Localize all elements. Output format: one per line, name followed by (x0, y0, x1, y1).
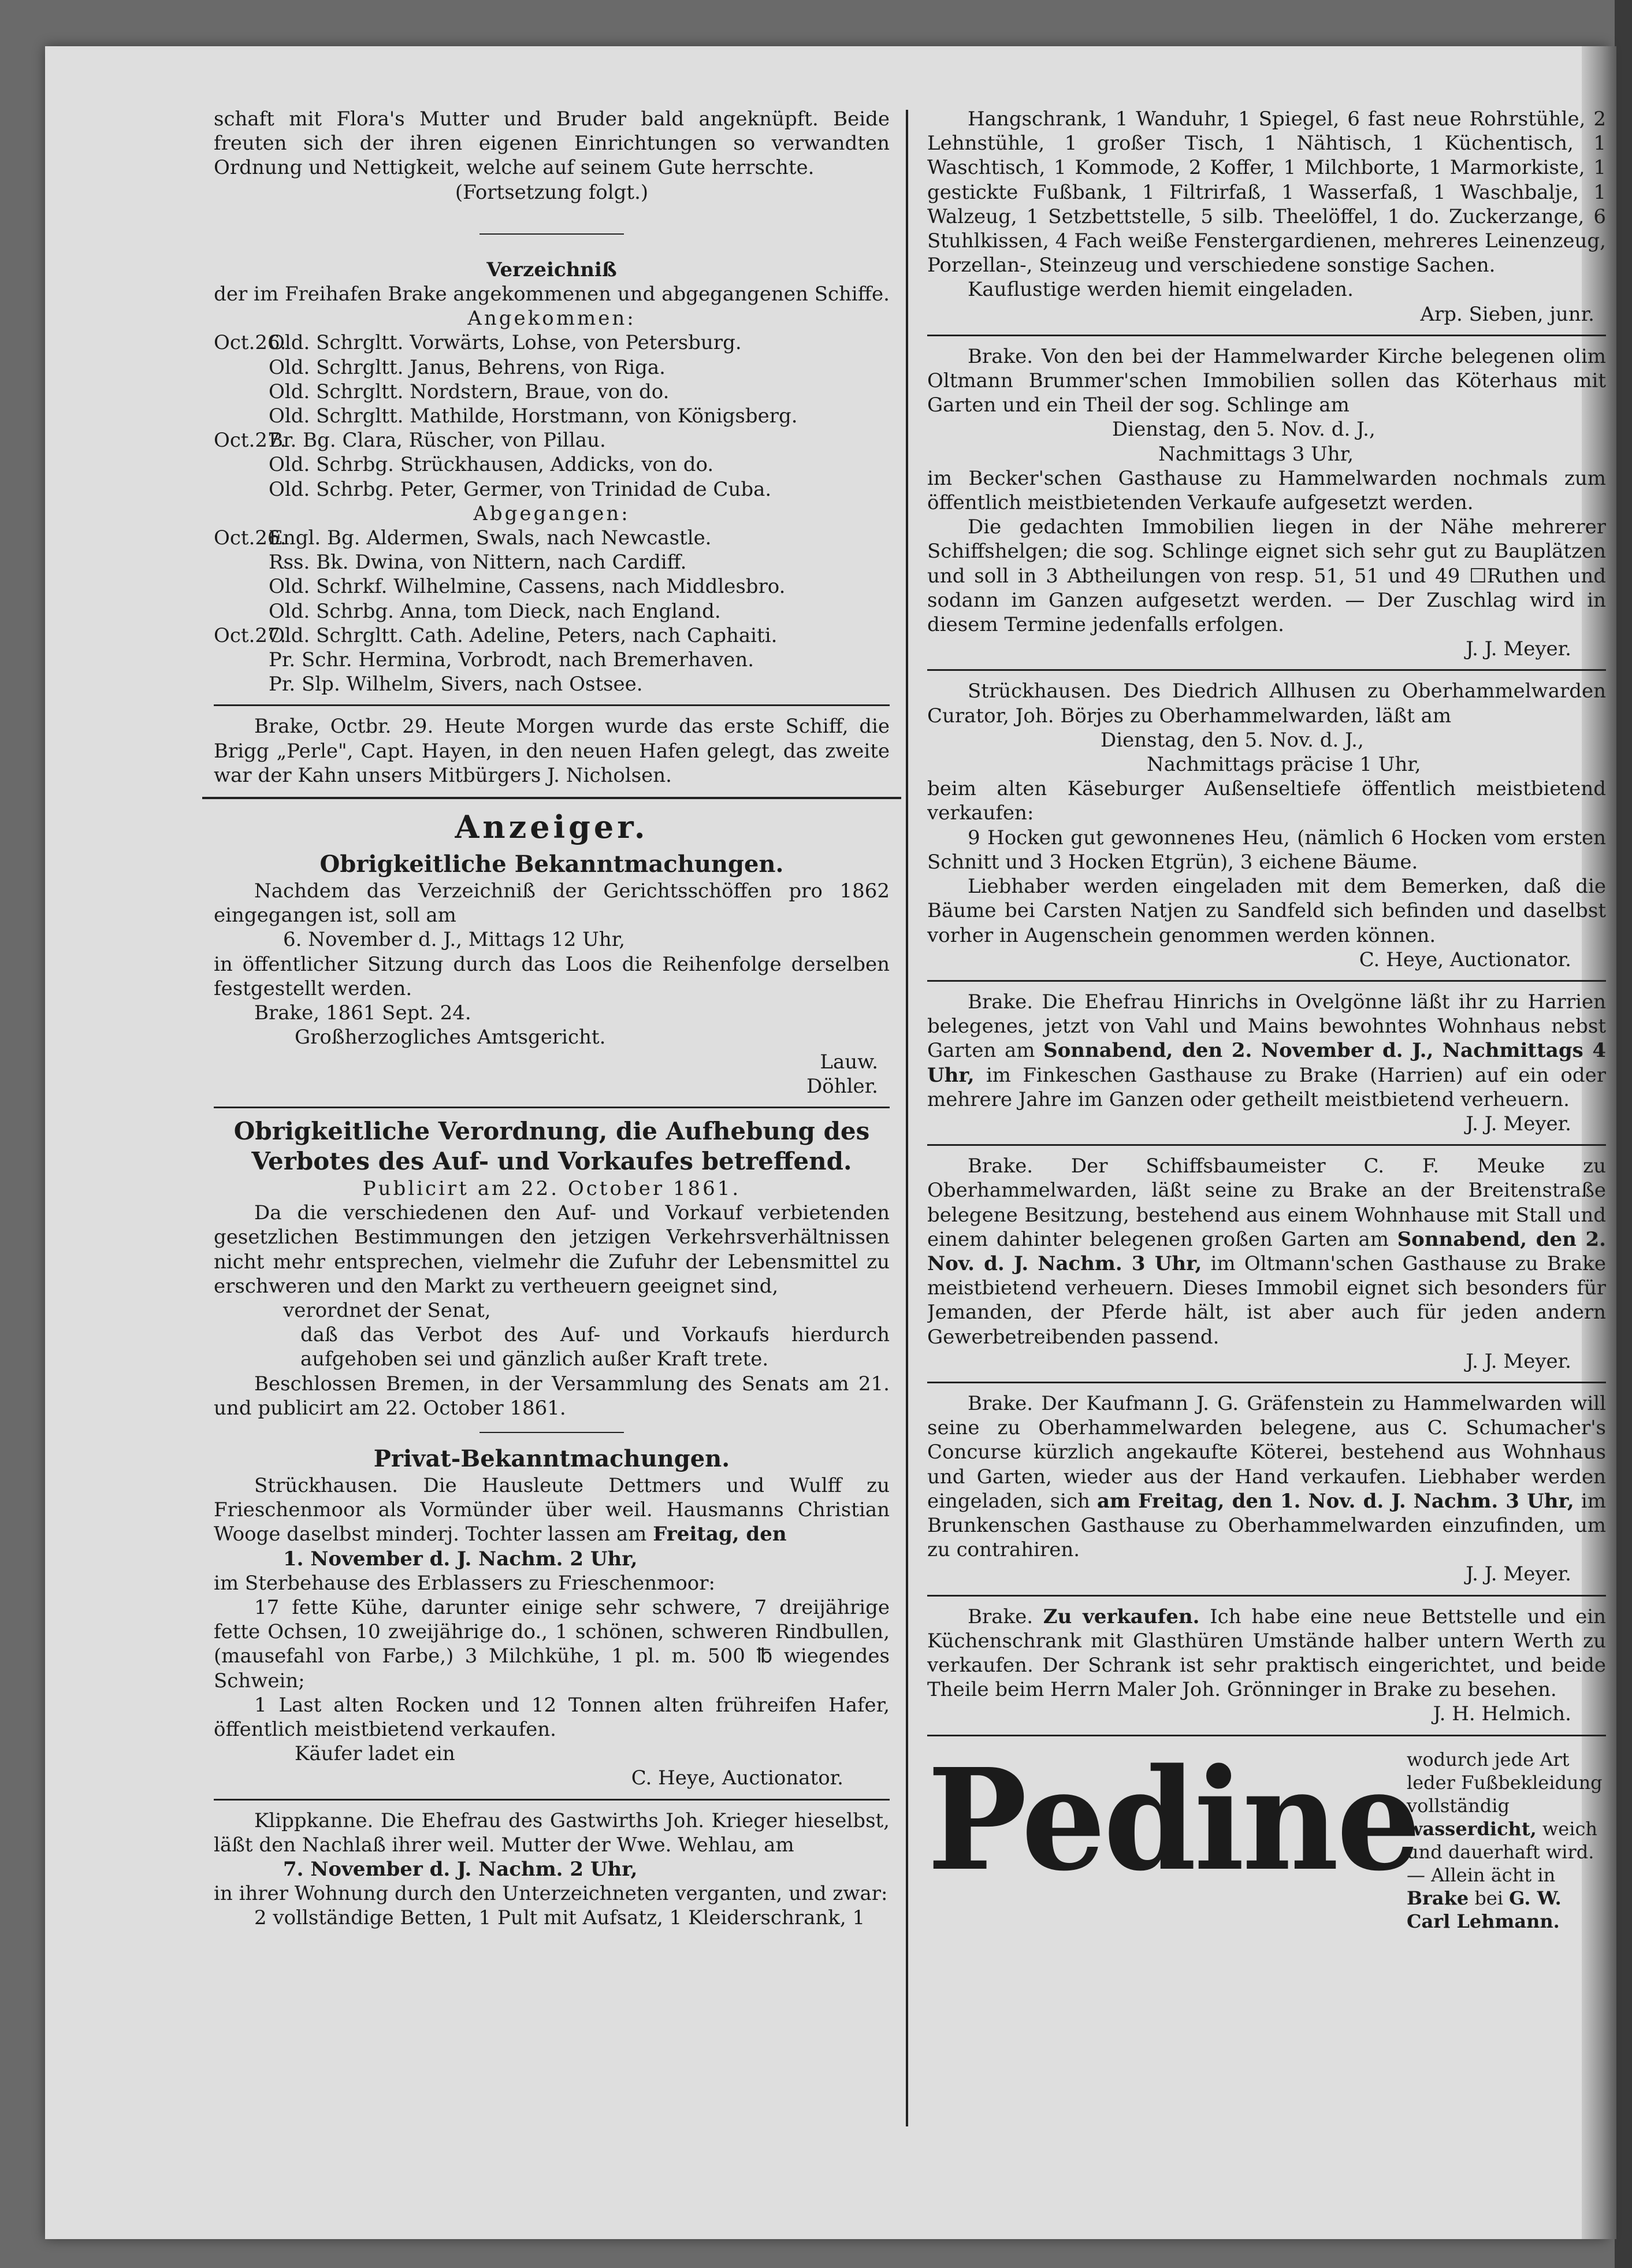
ordinance-text: Da die verschiedenen den Auf- und Vorkauf verbietenden gesetzlichen Bestimmungen den jetzigen Verkehrsverhältnissen nicht mehr entsprechen, vielmehr die Zufuhr der Lebensmittel zu erschweren und den Markt zu vertheuern geeignet sind, (214, 1201, 890, 1298)
auction-text: Brake. Von den bei der Hammelwarder Kirche belegenen olim Oltmann Brummer'schen Immobilien sollen das Köterhaus mit Garten und ein Theil der sog. Schlinge am (927, 344, 1606, 417)
auction-text: Strückhausen. Des Diedrich Allhusen zu Oberhammelwarden Curator, Joh. Börjes zu Oberhammelwarden, läßt am (927, 680, 1606, 727)
pedine-logo: Pedine (927, 1738, 1419, 1902)
auction-date: 7. November d. J. Nachm. 2 Uhr, (283, 1857, 638, 1881)
separator (479, 1432, 624, 1433)
notice-place-date: Brake, 1861 Sept. 24. (254, 1001, 471, 1025)
departures-heading: Abgegangen: (473, 502, 630, 525)
list-item: Old. Schrgltt. Nordstern, Braue, von do. (269, 380, 670, 403)
separator (927, 980, 1606, 982)
binding-spine (1615, 0, 1632, 2268)
separator (927, 669, 1606, 671)
auction-date: Dienstag, den 5. Nov. d. J., (1101, 728, 1364, 752)
separator (927, 1144, 1606, 1146)
list-item: Old. Schrkf. Wilhelmine, Cassens, nach Middlesbro. (269, 575, 786, 599)
section-rule (202, 797, 901, 799)
list-item: Old. Schrgltt. Mathilde, Horstmann, von Königsberg. (269, 404, 798, 428)
arrivals-list (214, 331, 890, 501)
left-column (214, 107, 890, 1931)
auction-items: 17 fette Kühe, darunter einige sehr schwere, 7 dreijährige fette Ochsen, 10 zweijährige do., 1 schönen, schweren Rindbullen, (mausefahl von Farbe,) 3 Milchkühe, 1 pl. m. 500 ℔ wiegendes Schwein; (214, 1595, 890, 1692)
auction-text: Klippkanne. Die Ehefrau des Gastwirths Joh. Krieger hieselbst, läßt den Nachlaß ihrer weil. Mutter der Wwe. Wehlau, am (214, 1809, 890, 1857)
auction-items: 1 Last alten Rocken und 12 Tonnen alten frühreifen Hafer, öffentlich meistbietend verkaufen. (214, 1693, 890, 1741)
list-item: Oct.27.Br. Bg. Clara, Rüscher, von Pillau. (214, 429, 606, 452)
auction-text: in ihrer Wohnung durch den Unterzeichneten verganten, und zwar: (214, 1882, 888, 1906)
ordinance-text: verordnet der Senat, (283, 1298, 491, 1322)
auction-date: Dienstag, den 5. Nov. d. J., (1112, 418, 1376, 441)
auction-items: 9 Hocken gut gewonnenes Heu, (nämlich 6 Hocken vom ersten Schnitt und 3 Hocken Etgrün), 3 eichene Bäume. (927, 826, 1606, 874)
notice-signature: Döhler. (806, 1074, 878, 1098)
shipping-list-subtitle: der im Freihafen Brake angekommenen und abgegangenen Schiffe. (214, 283, 890, 306)
auction-text: Käufer ladet ein (295, 1742, 455, 1766)
separator (927, 335, 1606, 336)
notice-date: 6. November d. J., Mittags 12 Uhr, (283, 928, 626, 952)
sale-notice: Brake. Zu verkaufen. Ich habe eine neue Bettstelle und ein Küchenschrank mit Glasthüren Umstände halber untern Werth zu verkaufen. Der Schrank ist sehr praktisch eingerichtet, und beide Theile beim Herrn Maler Joh. Grönninger in Brake zu besehen. (927, 1605, 1606, 1702)
auction-text: Die gedachten Immobilien liegen in der Nähe mehrerer Schiffshelgen; die sog. Schlinge eignet sich sehr gut zu Bauplätzen und soll in 3 Abtheilungen von resp. 51, 51 und 49 ☐Ruthen und sodann im Ganzen aufgesetzt werden. — Der Zuschlag wird in diesem Termine jedenfalls erfolgen. (927, 515, 1606, 637)
notice-signature: Arp. Sieben, junr. (1420, 302, 1594, 326)
list-item: Old. Schrgltt. Janus, Behrens, von Riga. (269, 355, 666, 379)
arrivals-heading: Angekommen: (467, 307, 636, 331)
notice-text: in öffentlicher Sitzung durch das Loos die Reihenfolge derselben festgestellt werden. (214, 952, 890, 1000)
separator (214, 704, 890, 706)
auction-date: 1. November d. J. Nachm. 2 Uhr, (283, 1547, 638, 1571)
auction-text: im Becker'schen Gasthause zu Hammelwarden nochmals zum öffentlich meistbietenden Verkaufe aufgesetzt werden. (927, 466, 1606, 515)
list-item: Oct.26.Old. Schrgltt. Vorwärts, Lohse, von Petersburg. (214, 331, 742, 355)
notice-signature: J. J. Meyer. (1466, 1112, 1571, 1135)
list-item: Rss. Bk. Dwina, von Nittern, nach Cardiff. (269, 551, 687, 574)
list-item: Oct.26.Engl. Bg. Aldermen, Swals, nach Newcastle. (214, 526, 712, 550)
ordinance-heading: Obrigkeitliche Verordnung, die Aufhebung des Verbotes des Auf- und Vorkaufes betreffend. (233, 1116, 870, 1175)
separator (479, 233, 624, 235)
continuation-note: (Fortsetzung folgt.) (455, 180, 649, 204)
list-item: Pr. Schr. Hermina, Vorbrodt, nach Bremerhaven. (269, 648, 754, 672)
column-divider (906, 110, 908, 2126)
ordinance-text: daß das Verbot des Auf- und Vorkaufs hierdurch aufgehoben sei und gänzlich außer Kraft trete. (300, 1323, 890, 1371)
list-item: Old. Schrbg. Peter, Germer, von Trinidad de Cuba. (269, 477, 772, 501)
auction-time: Nachmittags präcise 1 Uhr, (1147, 753, 1421, 777)
separator (927, 1595, 1606, 1597)
rental-notice: Brake. Der Schiffsbaumeister C. F. Meuke zu Oberhammelwarden, läßt seine zu Brake an der Breitenstraße belegene Besitzung, bestehend aus einem Wohnhause mit Stall und einem dahinter belegenen großen Garten am Sonnabend, den 2. Nov. d. J. Nachm. 3 Uhr, im Oltmann'schen Gasthause zu Brake meistbietend verheuern. Dieses Immobil eignet sich besonders für Jemanden, der Pferde hält, ist aber auch für jeden andern Gewerbetreibenden passend. (927, 1155, 1606, 1349)
auctioneer-signature: C. Heye, Auctionator. (631, 1766, 843, 1790)
notice-authority: Großherzogliches Amtsgericht. (295, 1026, 606, 1049)
shipping-list-title: Verzeichniß (486, 258, 617, 281)
auction-text: Kauflustige werden hiemit eingeladen. (968, 278, 1354, 302)
auction-text: Strückhausen. Die Hausleute Dettmers und Wulff zu Frieschenmoor als Vormünder über weil. Hausmanns Christian Wooge daselbst minderj. Tochter lassen am Freitag, den (214, 1473, 890, 1546)
pedine-ad-text: wodurch jede Art leder Fußbekleidung vollständig wasserdicht, weich und dauerhaft wird. — Allein ächt in Brake bei G. W. Carl Lehmann. (1407, 1748, 1603, 1932)
anzeiger-heading: Anzeiger. (455, 808, 649, 846)
auction-text: Liebhaber werden eingeladen mit dem Bemerken, daß die Bäume bei Carsten Natjen zu Sandfeld sich befinden und daselbst vorher in Augenschein genommen werden können. (927, 875, 1606, 947)
auctioneer-signature: C. Heye, Auctionator. (1359, 948, 1571, 971)
auction-items: 2 vollständige Betten, 1 Pult mit Aufsatz, 1 Kleiderschrank, 1 (254, 1906, 865, 1930)
official-notices-heading: Obrigkeitliche Bekanntmachungen. (319, 851, 784, 878)
ordinance-publication: Publicirt am 22. October 1861. (362, 1176, 741, 1200)
notice-signature: Lauw. (820, 1050, 878, 1074)
private-notices-heading: Privat-Bekanntmachungen. (373, 1445, 730, 1472)
notice-signature: J. H. Helmich. (1433, 1702, 1571, 1726)
separator (214, 1107, 890, 1108)
separator (927, 1735, 1606, 1736)
right-column (927, 107, 1606, 1933)
auction-time: Nachmittags 3 Uhr, (1158, 442, 1354, 466)
separator (927, 1382, 1606, 1383)
sale-notice: Brake. Der Kaufmann J. G. Gräfenstein zu Hammelwarden will seine zu Oberhammelwarden belegene, aus C. Schumacher's Concurse kürzlich angekaufte Köterei, bestehend aus Wohnhaus und Garten, wieder aus der Hand verkaufen. Liebhaber werden eingeladen, sich am Freitag, den 1. Nov. d. J. Nachm. 3 Uhr, im Brunkenschen Gasthause zu Oberhammelwarden einzufinden, um zu contrahiren. (927, 1391, 1606, 1562)
pedine-advertisement (927, 1738, 1606, 1933)
list-item: Old. Schrbg. Anna, tom Dieck, nach England. (269, 599, 721, 623)
separator (214, 1799, 890, 1801)
ordinance-text: Beschlossen Bremen, in der Versammlung des Senats am 21. und publicirt am 22. October 1861. (214, 1372, 890, 1420)
harbour-news: Brake, Octbr. 29. Heute Morgen wurde das erste Schiff, die Brigg „Perle", Capt. Hayen, in den neuen Hafen gelegt, das zweite war der Kahn unsers Mitbürgers J. Nicholsen. (214, 715, 890, 787)
rental-notice: Brake. Die Ehefrau Hinrichs in Ovelgönne läßt ihr zu Harrien belegenes, jetzt von Vahl und Mains bewohntes Wohnhaus nebst Garten am Sonnabend, den 2. November d. J., Nachmittags 4 Uhr, im Finkeschen Gasthause zu Brake (Harrien) auf ein oder mehrere Jahre im Ganzen oder getheilt meistbietend verheuern. (927, 990, 1606, 1111)
list-item: Pr. Slp. Wilhelm, Sivers, nach Ostsee. (269, 673, 643, 696)
notice-text: Nachdem das Verzeichniß der Gerichtsschöffen pro 1862 eingegangen ist, soll am (214, 879, 890, 927)
notice-signature: J. J. Meyer. (1466, 1562, 1571, 1586)
auction-text: beim alten Käseburger Außenseltiefe öffentlich meistbietend verkaufen: (927, 777, 1606, 825)
auction-items: Hangschrank, 1 Wanduhr, 1 Spiegel, 6 fast neue Rohrstühle, 2 Lehnstühle, 1 großer Tisch, 1 Nähtisch, 1 Küchentisch, 1 Waschtisch, 1 Kommode, 2 Koffer, 1 Milchborte, 1 Marmorkiste, 1 gestickte Fußbank, 1 Filtrirfaß, 1 Wasserfaß, 1 Waschbalje, 1 Walzeug, 1 Setzbettstelle, 5 silb. Theelöffel, 1 do. Zuckerzange, 6 Stuhlkissen, 4 Fach weiße Fenstergardienen, mehreres Leinenzeug, Porzellan-, Steinzeug und verschiedene sonstige Sachen. (927, 107, 1606, 277)
list-item: Old. Schrbg. Strückhausen, Addicks, von do. (269, 453, 714, 477)
serial-story-end: schaft mit Flora's Mutter und Bruder bald angeknüpft. Beide freuten sich der ihren eigenen Einrichtungen so verwandten Ordnung und Nettigkeit, welche auf seinem Gute herrschte. (214, 107, 890, 180)
departures-list (214, 526, 890, 696)
list-item: Oct.27.Old. Schrgltt. Cath. Adeline, Peters, nach Caphaiti. (214, 623, 778, 647)
notice-signature: J. J. Meyer. (1466, 637, 1571, 661)
notice-signature: J. J. Meyer. (1466, 1349, 1571, 1373)
auction-text: im Sterbehause des Erblassers zu Frieschenmoor: (214, 1571, 715, 1595)
